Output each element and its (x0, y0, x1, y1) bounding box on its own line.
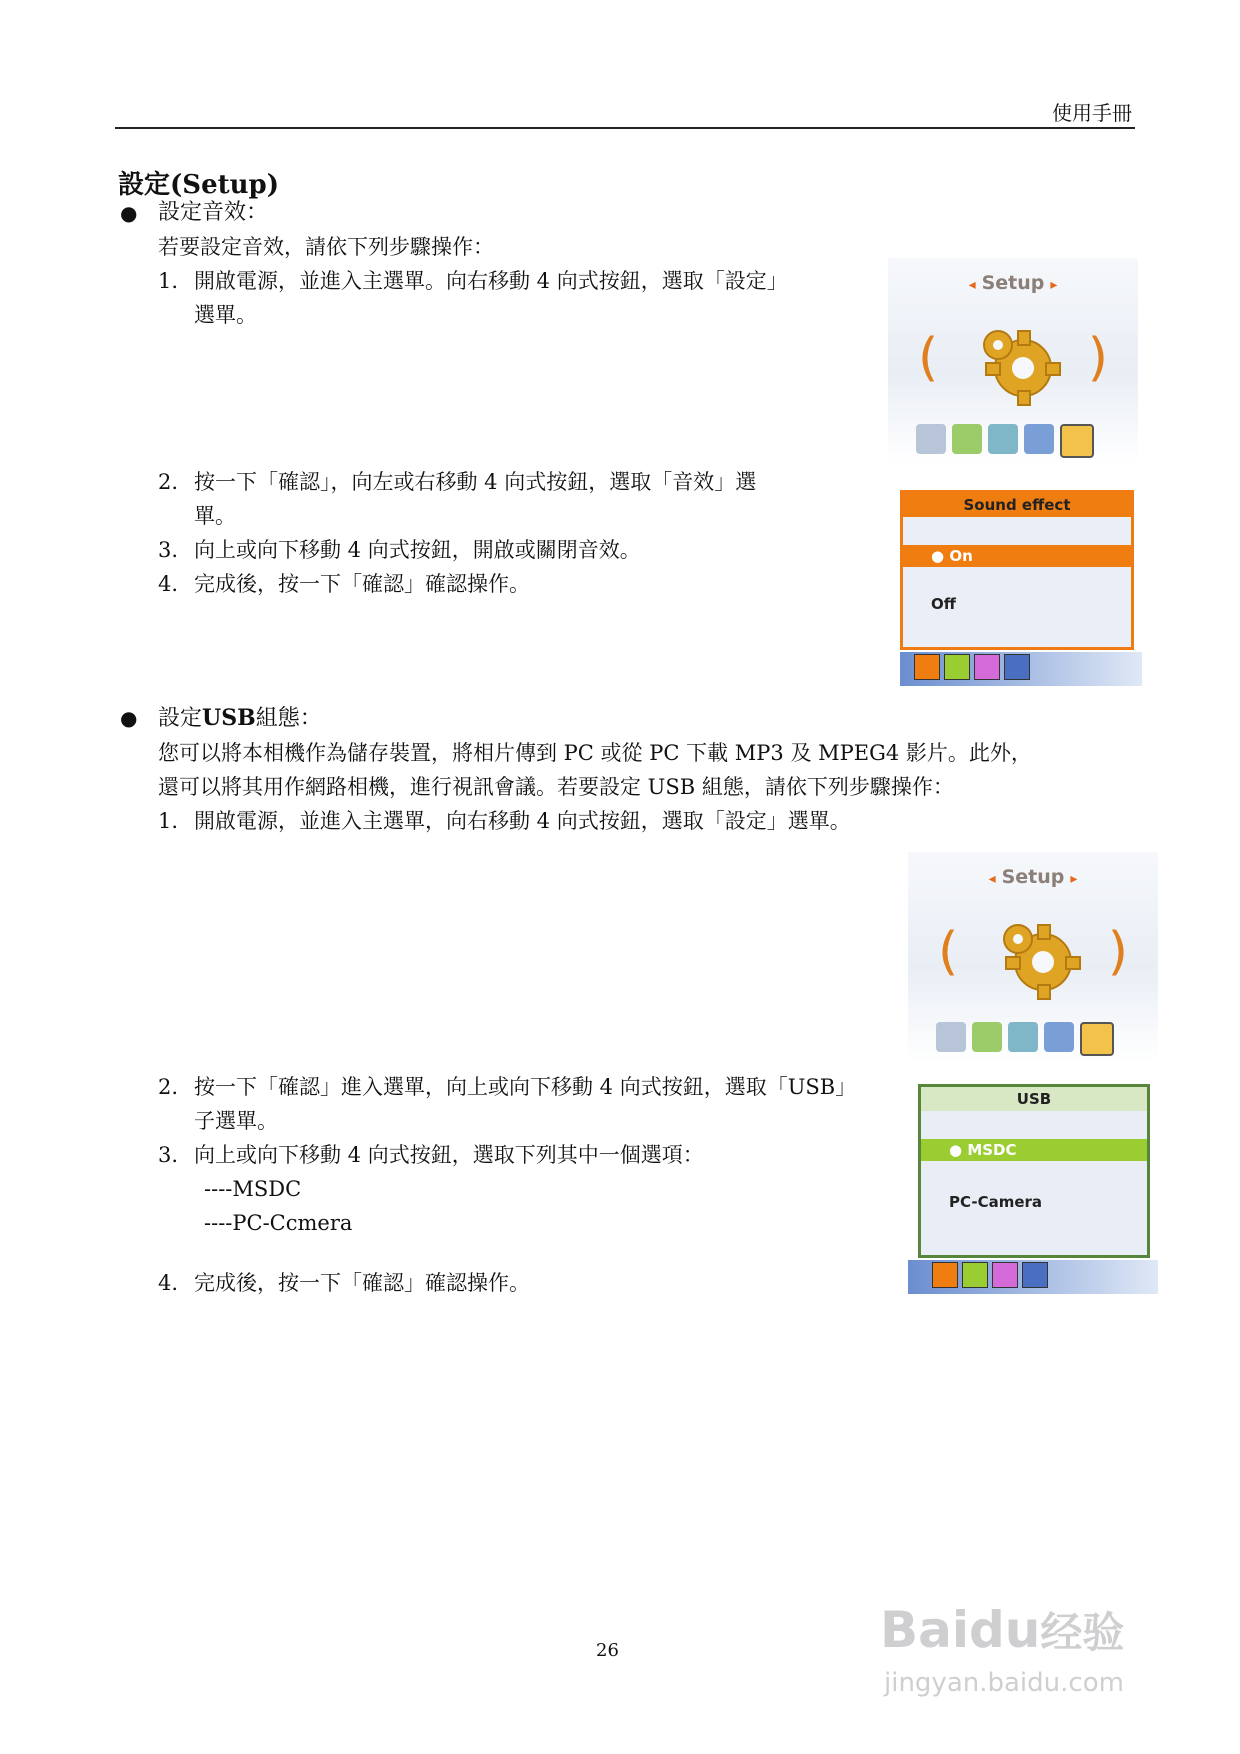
mode-icon-row (936, 1022, 1114, 1056)
step-text: 按一下「確認」進入選單，向上或向下移動 4 向式按鈕，選取「USB」 (194, 1075, 857, 1099)
setup-screen-screenshot (908, 852, 1158, 1062)
step-text: 開啟電源，並進入主選單。向右移動 4 向式按鈕，選取「設定」 (194, 269, 788, 293)
step-number: 1. (158, 809, 179, 833)
usb-option-msdc: ----MSDC (204, 1177, 302, 1201)
paren-left-icon: ( (938, 922, 959, 982)
video-mode-icon (988, 424, 1018, 454)
step-text-cont: 單。 (194, 504, 236, 528)
sound-step-3 (158, 533, 641, 567)
step-number: 3. (158, 1143, 179, 1167)
setup-screen-screenshot (888, 258, 1138, 464)
photo-mode-icon (972, 1022, 1002, 1052)
usb-heading: ● 設定USB組態： (158, 701, 322, 736)
sound-step-4 (158, 567, 530, 601)
gear-icon (988, 907, 1088, 1007)
game-mode-icon (1024, 424, 1054, 454)
setup-screen-title: ◂ Setup ▸ (988, 866, 1078, 888)
usb-menu-screenshot (908, 1084, 1158, 1294)
music-mode-icon (936, 1022, 966, 1052)
setup-mode-icon (1060, 424, 1094, 458)
menu-tab-bar (908, 1260, 1158, 1294)
sound-tab-icon (932, 1262, 958, 1288)
menu-frame (900, 490, 1134, 650)
mode-icon-row (916, 424, 1094, 458)
step-text: 完成後，按一下「確認」確認操作。 (194, 572, 530, 596)
paren-left-icon: ( (918, 328, 939, 388)
menu-frame (918, 1084, 1150, 1258)
section-title: 設定(Setup) (118, 170, 280, 200)
step-text: 向上或向下移動 4 向式按鈕，選取下列其中一個選項： (194, 1143, 704, 1167)
header-rule (115, 127, 1135, 129)
step-text: 向上或向下移動 4 向式按鈕，開啟或關閉音效。 (194, 538, 641, 562)
step-text: 按一下「確認」，向左或右移動 4 向式按鈕，選取「音效」選 (194, 470, 757, 494)
menu-title: USB (921, 1087, 1147, 1111)
tv-tab-icon (974, 654, 1000, 680)
setup-screen-title: ◂ Setup ▸ (968, 272, 1058, 294)
watermark-url: jingyan.baidu.com (884, 1668, 1124, 1698)
step-text-cont: 子選單。 (194, 1109, 278, 1133)
menu-option-selected: ● On (903, 545, 1131, 567)
usb-tab-icon (944, 654, 970, 680)
arrow-right-icon: ▸ (1050, 277, 1058, 293)
usb-tab-icon (962, 1262, 988, 1288)
radio-selected-icon: ● (949, 1141, 963, 1159)
video-mode-icon (1008, 1022, 1038, 1052)
menu-option-selected: ● MSDC (921, 1139, 1147, 1161)
step-number: 2. (158, 1075, 179, 1099)
radio-selected-icon: ● (931, 547, 945, 565)
step-number: 4. (158, 1271, 179, 1295)
game-mode-icon (1044, 1022, 1074, 1052)
step-text: 完成後，按一下「確認」確認操作。 (194, 1271, 530, 1295)
menu-option: PC-Camera (949, 1193, 1043, 1211)
usb-step-3 (158, 1138, 704, 1240)
arrow-left-icon: ◂ (988, 871, 996, 887)
step-number: 3. (158, 538, 179, 562)
arrow-left-icon: ◂ (968, 277, 976, 293)
setup-mode-icon (1080, 1022, 1114, 1056)
paren-right-icon: ) (1087, 328, 1108, 388)
photo-mode-icon (952, 424, 982, 454)
power-tab-icon (1004, 654, 1030, 680)
step-text: 開啟電源，並進入主選單，向右移動 4 向式按鈕，選取「設定」選單。 (194, 809, 851, 833)
page-number: 26 (596, 1640, 619, 1661)
sound-step-1 (158, 264, 788, 332)
usb-step-2 (158, 1070, 856, 1138)
sound-effect-screenshot (900, 490, 1142, 686)
step-number: 2. (158, 470, 179, 494)
menu-title: Sound effect (903, 493, 1131, 517)
paren-right-icon: ) (1107, 922, 1128, 982)
power-tab-icon (1022, 1262, 1048, 1288)
menu-tab-bar (900, 652, 1142, 686)
step-number: 4. (158, 572, 179, 596)
step-text-cont: 選單。 (194, 303, 257, 327)
usb-step-4 (158, 1266, 530, 1300)
usb-intro: 您可以將本相機作為儲存裝置，將相片傳到 PC 或從 PC 下載 MP3 及 MPEG4 影片。此外， 還可以將其用作網路相機，進行視訊會議。若要設定 USB 組態，請依下列步驟操作： (158, 741, 1032, 799)
gear-icon (968, 313, 1068, 413)
arrow-right-icon: ▸ (1070, 871, 1078, 887)
sound-intro: 若要設定音效，請依下列步驟操作： (158, 235, 494, 259)
usb-option-pccamera: ----PC-Ccmera (204, 1211, 353, 1235)
tv-tab-icon (992, 1262, 1018, 1288)
usb-step-1 (158, 804, 851, 838)
sound-heading: ● 設定音效： (158, 196, 268, 230)
sound-step-2 (158, 465, 756, 533)
step-number: 1. (158, 269, 179, 293)
sound-tab-icon (914, 654, 940, 680)
page-header-title: 使用手冊 (1052, 101, 1132, 125)
menu-option: Off (931, 595, 956, 613)
watermark-logo: Baidu经验 (880, 1601, 1125, 1659)
music-mode-icon (916, 424, 946, 454)
